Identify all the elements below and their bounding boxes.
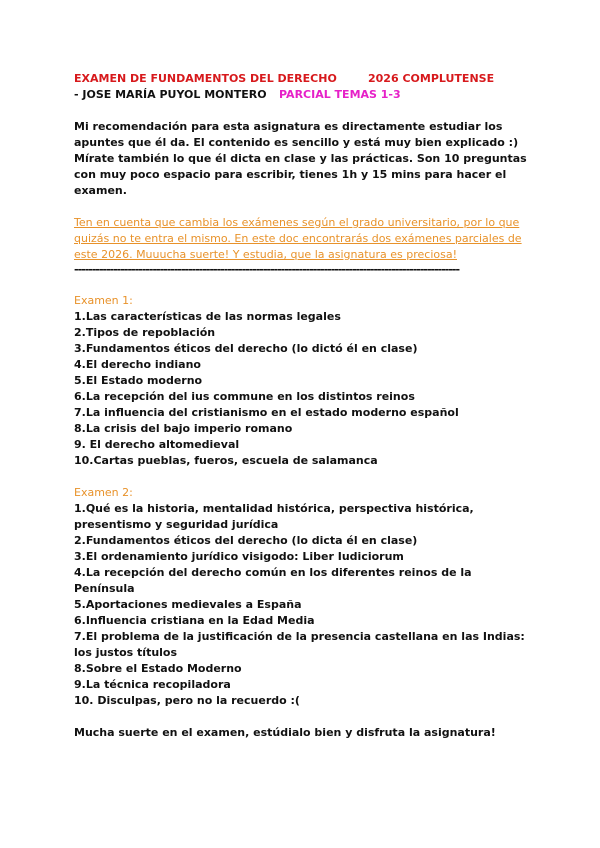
exam1-question: 3.Fundamentos éticos del derecho (lo dictó él en clase) <box>74 342 418 355</box>
exam-year: 2026 COMPLUTENSE <box>368 72 495 85</box>
exam1-question: 5.El Estado moderno <box>74 374 203 387</box>
exam1-question: 6.La recepción del ius commune en los distintos reinos <box>74 390 415 403</box>
document-page <box>74 71 534 741</box>
exam1-question: 1.Las características de las normas legales <box>74 310 341 323</box>
exam2-question: 1.Qué es la historia, mentalidad histórica, perspectiva histórica, presentismo y seguridad jurídica <box>74 502 474 531</box>
exam1-title: Examen 1: <box>74 294 133 307</box>
note-paragraph[interactable]: Ten en cuenta que cambia los exámenes según el grado universitario, por lo que quizás no te entra el mismo. En este doc encontrarás dos exámenes parciales de este 2026. Muuucha suerte! Y estudia, que la asignatura es preciosa! <box>74 216 522 261</box>
header-line-1 <box>74 71 534 87</box>
exam1-question: 9. El derecho altomedieval <box>74 438 240 451</box>
exam1-question: 10.Cartas pueblas, fueros, escuela de salamanca <box>74 454 378 467</box>
exam1-question: 7.La influencia del cristianismo en el estado moderno español <box>74 406 459 419</box>
exam2-question: 5.Aportaciones medievales a España <box>74 598 302 611</box>
closing-line: Mucha suerte en el examen, estúdialo bien y disfruta la asignatura! <box>74 726 496 739</box>
exam1-list <box>74 309 534 469</box>
exam2-question: 4.La recepción del derecho común en los diferentes reinos de la Península <box>74 566 472 595</box>
intro-paragraph: Mi recomendación para esta asignatura es directamente estudiar los apuntes que él da. El contenido es sencillo y está muy bien explicado :) Mírate también lo que él dicta en clase y las prácticas. Son 10 preguntas con muy poco espacio para escribir, tienes 1h y 15 mins para hacer el examen. <box>74 120 527 197</box>
exam2-question: 7.El problema de la justificación de la presencia castellana en las Indias: los justos títulos <box>74 630 525 659</box>
exam1-question: 4.El derecho indiano <box>74 358 201 371</box>
parcial-label: PARCIAL TEMAS 1-3 <box>279 88 401 101</box>
exam2-question: 9.La técnica recopiladora <box>74 678 231 691</box>
exam2-question: 3.El ordenamiento jurídico visigodo: Liber Iudiciorum <box>74 550 404 563</box>
exam2-question: 2.Fundamentos éticos del derecho (lo dicta él en clase) <box>74 534 418 547</box>
exam2-title: Examen 2: <box>74 486 133 499</box>
exam1-question: 8.La crisis del bajo imperio romano <box>74 422 293 435</box>
exam2-question: 10. Disculpas, pero no la recuerdo :( <box>74 694 300 707</box>
professor-name: - JOSE MARÍA PUYOL MONTERO <box>74 88 267 101</box>
header-line-2 <box>74 87 534 103</box>
exam1-question: 2.Tipos de repoblación <box>74 326 216 339</box>
separator-line: ------------------------------------------------------------------------------------------------------------ <box>74 263 460 276</box>
exam2-question: 6.Influencia cristiana en la Edad Media <box>74 614 315 627</box>
exam-title: EXAMEN DE FUNDAMENTOS DEL DERECHO <box>74 72 337 85</box>
exam2-list <box>74 501 534 709</box>
exam2-question: 8.Sobre el Estado Moderno <box>74 662 242 675</box>
